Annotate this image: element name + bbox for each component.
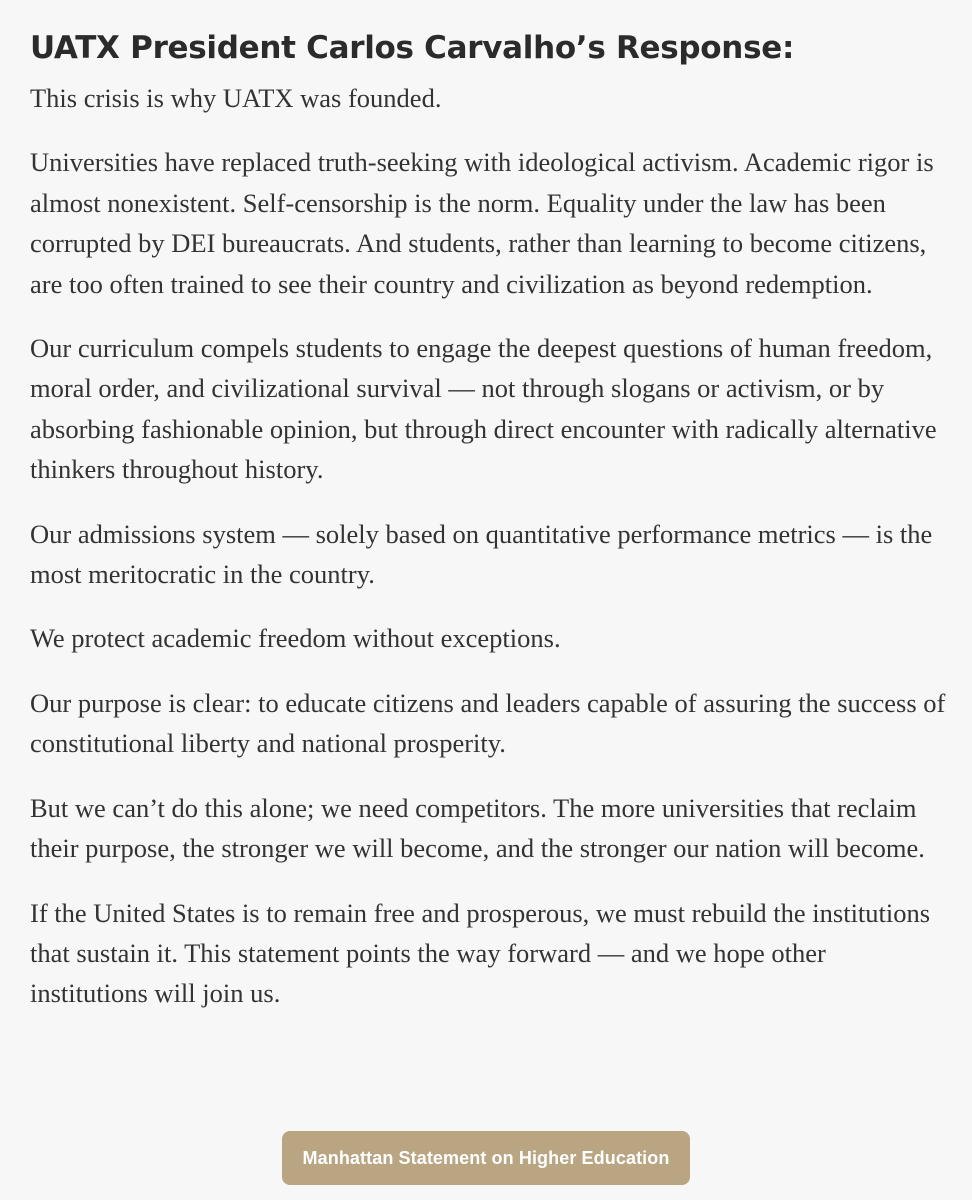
- paragraph-2: Universities have replaced truth-seeking with ideological activism. Academic rigor is almost nonexistent. Self-censorship is the norm. Equality under the law has been corrupted by DEI bureaucrats. And students, rather than learning to become citizens, are too often trained to see their country and civilization as beyond redemption.: [30, 147, 934, 299]
- paragraph-4: Our admissions system — solely based on quantitative performance metrics — is the most meritocratic in the country.: [30, 518, 933, 590]
- paragraph-3: Our curriculum compels students to engage the deepest questions of human freedom, moral order, and civilizational survival — not through slogans or activism, or by absorbing fashionable opinion, but through direct encounter with radically alternative thinkers throughout history.: [30, 333, 937, 485]
- paragraph-7: But we can’t do this alone; we need competitors. The more universities that reclaim their purpose, the stronger we will become, and the stronger our nation will become.: [30, 792, 925, 864]
- paragraph-5: We protect academic freedom without exceptions.: [30, 623, 561, 654]
- paragraph-8: If the United States is to remain free and prosperous, we must rebuild the institutions that sustain it. This statement points the way forward — and we hope other institutions will join us.: [30, 897, 931, 1009]
- article: [30, 24, 950, 1014]
- article-heading: UATX President Carlos Carvalho’s Response:: [30, 30, 795, 66]
- manhattan-statement-button[interactable]: Manhattan Statement on Higher Education: [282, 1131, 690, 1185]
- paragraph-1: This crisis is why UATX was founded.: [30, 83, 442, 113]
- cta-container: [0, 1131, 972, 1185]
- paragraph-6: Our purpose is clear: to educate citizens and leaders capable of assuring the success of constitutional liberty and national prosperity.: [30, 687, 946, 759]
